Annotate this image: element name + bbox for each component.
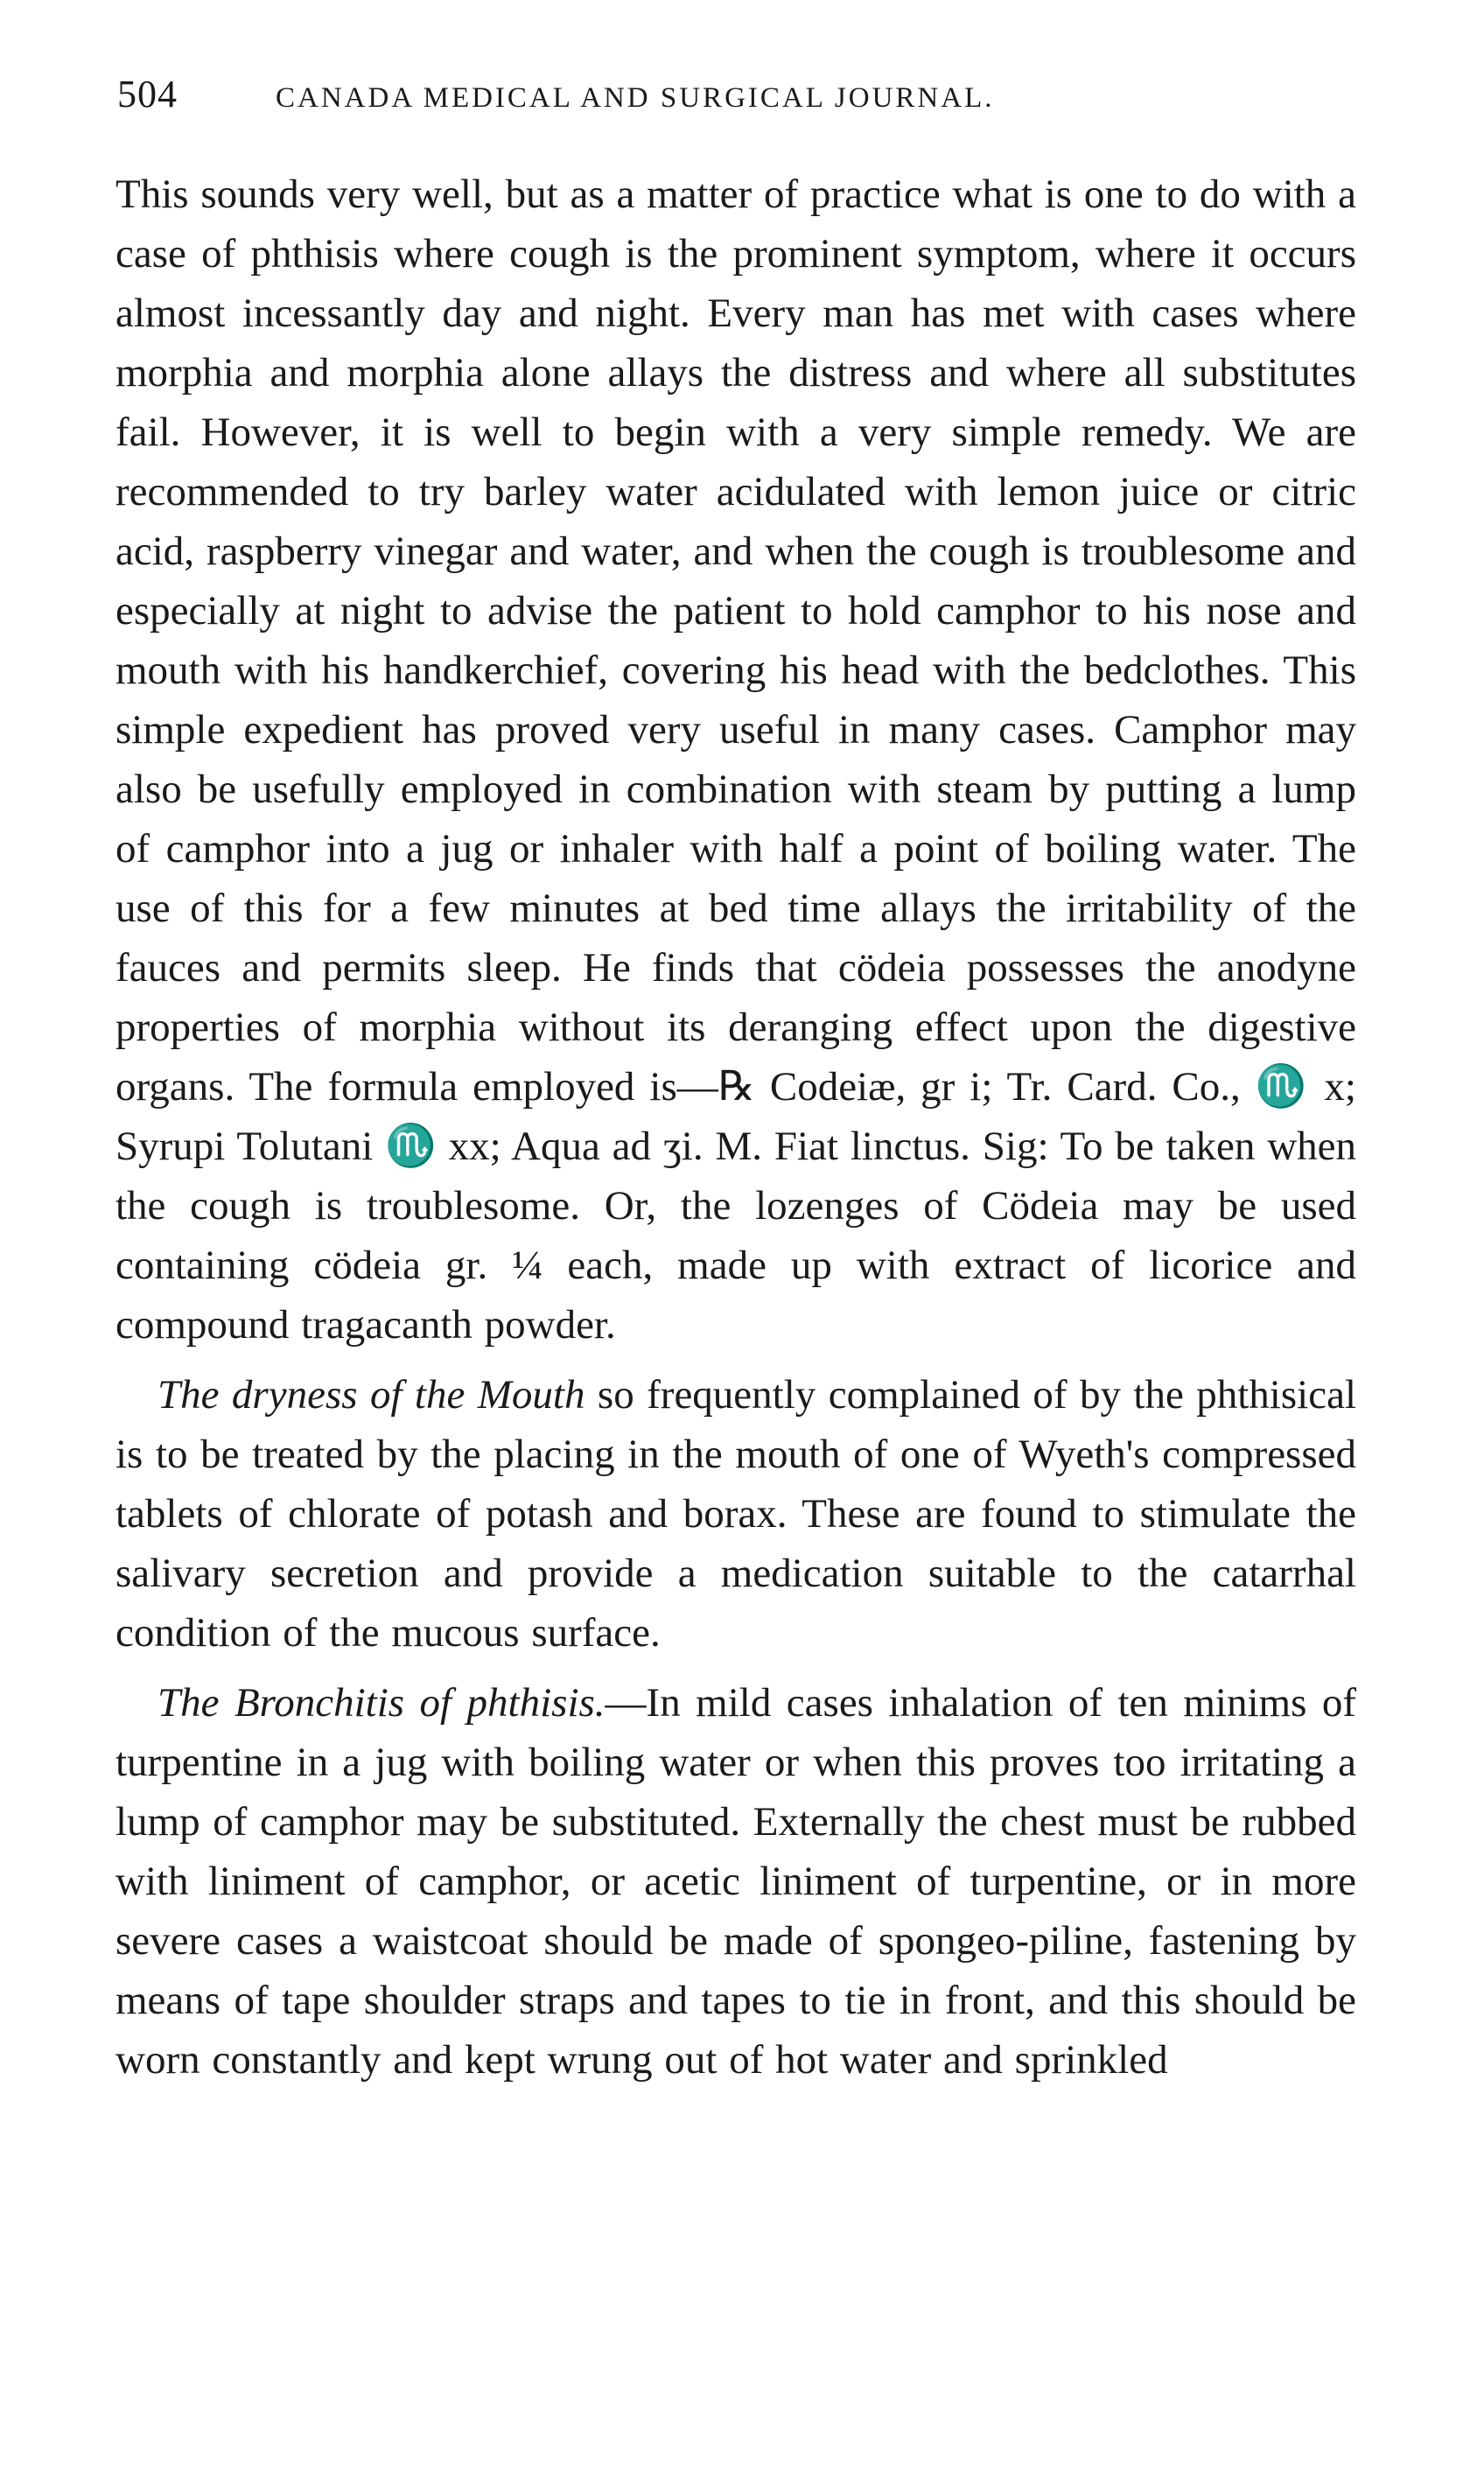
section-heading-dryness-of-mouth: The dryness of the Mouth xyxy=(158,1372,585,1418)
paragraph-text: —In mild cases inhalation of ten minims of turpentine in a jug with boiling water or when this proves too irritating a lump of camphor may be substituted. Externally the chest must be rubbed with liniment of camphor, or acetic liniment of turpentine, or in more severe cases a waistcoat should be made of spongeo-piline, fastening by means of tape shoulder straps and tapes to tie in front, and this should be worn constantly and kept wrung out of hot water and sprinkled xyxy=(116,1680,1356,2083)
paragraph-cough-treatment xyxy=(116,165,1356,1355)
journal-title: CANADA MEDICAL AND SURGICAL JOURNAL. xyxy=(276,82,995,114)
body-text xyxy=(116,165,1356,2090)
paragraph-text: so frequently complained of by the phthisical is to be treated by the placing in the mouth of one of Wyeth's compressed tablets of chlorate of potash and borax. These are found to stimulate the salivary secretion and provide a medication suitable to the catarrhal condition of the mucous surface. xyxy=(116,1372,1356,1656)
paragraph-text: This sounds very well, but as a matter of practice what is one to do with a case of phthisis where cough is the prominent symptom, where it occurs almost incessantly day and night. Every man has met with cases where morphia and morphia alone allays the distress and where all substitutes fail. However, it is well to begin with a very simple remedy. We are recommended to try barley water acidulated with lemon juice or citric acid, raspberry vinegar and water, and when the cough is troublesome and especially at night to advise the patient to hold camphor to his nose and mouth with his handkerchief, covering his head with the bedclothes. This simple expedient has proved very useful in many cases. Camphor may also be usefully employed in combination with steam by putting a lump of camphor into a jug or inhaler with half a point of boiling water. The use of this for a few minutes at bed time allays the irritability of the fauces and permits sleep. He finds that cödeia possesses the anodyne properties of morphia without its deranging effect upon the digestive organs. The formula employed is—℞ Codeiæ, gr i; Tr. Card. Co., ♏ x; Syrupi Tolutani ♏ xx; Aqua ad ʒi. M. Fiat linctus. Sig: To be taken when the cough is troublesome. Or, the lozenges of Cödeia may be used containing cödeia gr. ¼ each, made up with extract of licorice and compound tragacanth powder. xyxy=(116,172,1356,1348)
running-head xyxy=(117,72,1356,152)
section-heading-bronchitis: The Bronchitis of phthisis. xyxy=(158,1680,606,1726)
paragraph-dryness-of-mouth xyxy=(116,1365,1356,1663)
paragraph-bronchitis-of-phthisis xyxy=(116,1673,1356,2090)
page-number: 504 xyxy=(117,73,178,116)
